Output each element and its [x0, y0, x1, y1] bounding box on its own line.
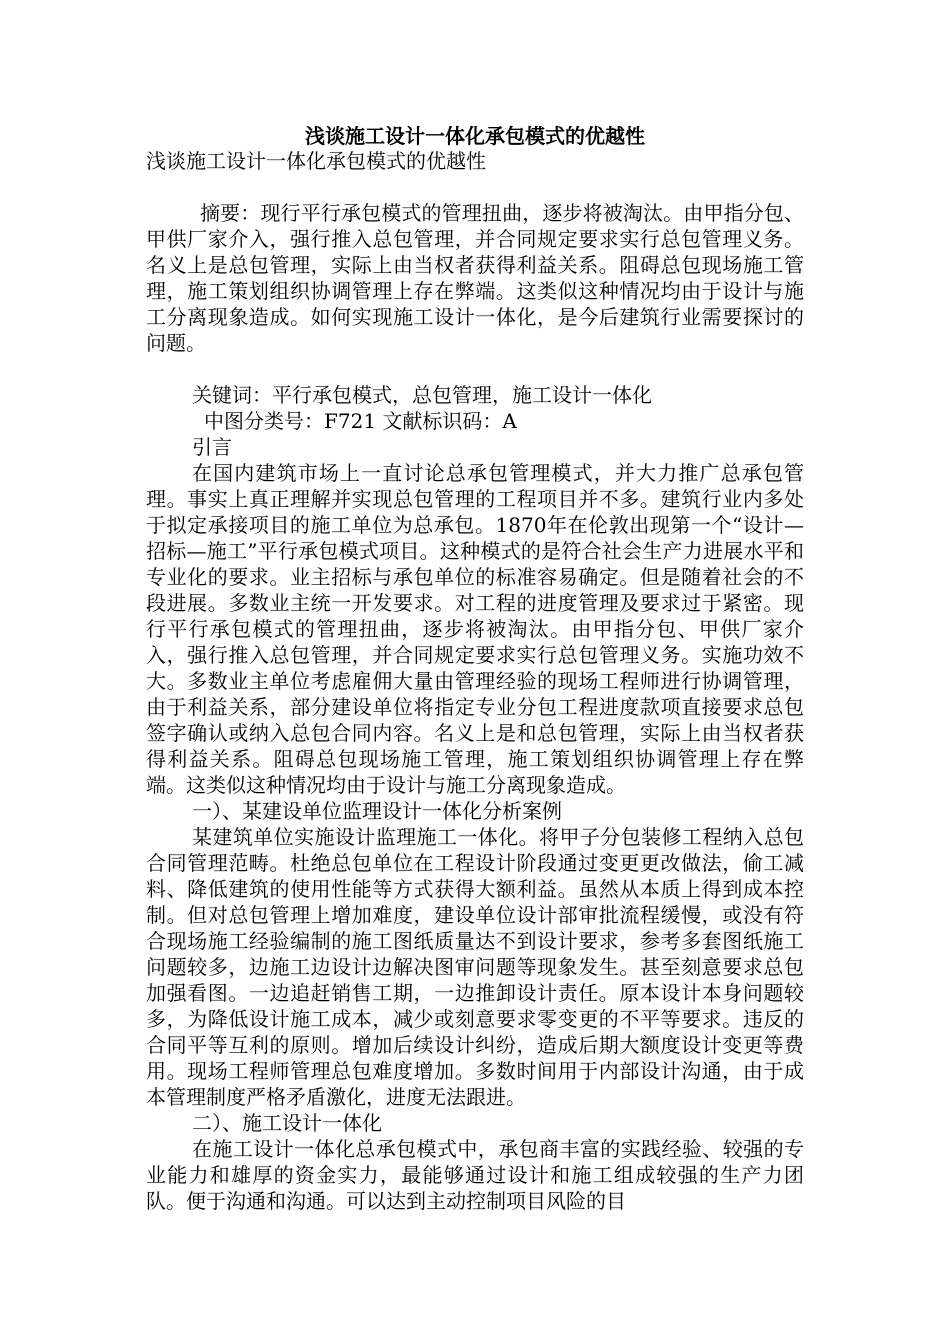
classification-line: 中图分类号：F721 文献标识码：A — [204, 409, 517, 433]
section1-heading: 一）、某建设单位监理设计一体化分析案例 — [192, 799, 562, 823]
section2-paragraph: 在施工设计一体化总承包模式中，承包商丰富的实践经验、较强的专业能力和雄厚的资金实力，最能够通过设计和施工组成较强的生产力团队。便于沟通和沟通。可以达到主动控制项目风险的目 — [146, 1137, 804, 1213]
intro-paragraph: 在国内建筑市场上一直讨论总承包管理模式，并大力推广总承包管理。事实上真正理解并实现总包管理的工程项目并不多。建筑行业内多处于拟定承接项目的施工单位为总承包。1870年在伦敦出现第一个“设计—招标—施工”平行承包模式项目。这种模式的是符合社会生产力进展水平和专业化的要求。业主招标与承包单位的标准容易确定。但是随着社会的不段进展。多数业主统一开发要求。对工程的进度管理及要求过于紧密。现行平行承包模式的管理扭曲，逐步将被淘汰。由甲指分包、甲供厂家介入，强行推入总包管理，并合同规定要求实行总包管理义务。实施功效不大。多数业主单位考虑雇佣大量由管理经验的现场工程师进行协调管理，由于利益关系，部分建设单位将指定专业分包工程进度款项直接要求总包签字确认或纳入总包合同内容。名义上是和总包管理，实际上由当权者获得利益关系。阻碍总包现场施工管理，施工策划组织协调管理上存在弊端。这类似这种情况均由于设计与施工分离现象造成。 — [146, 461, 804, 797]
section2-heading: 二）、施工设计一体化 — [192, 1111, 382, 1135]
intro-heading: 引言 — [192, 435, 232, 459]
abstract-paragraph: 摘要：现行平行承包模式的管理扭曲，逐步将被淘汰。由甲指分包、甲供厂家介入，强行推入总包管理，并合同规定要求实行总包管理义务。名义上是总包管理，实际上由当权者获得利益关系。阻碍总包现场施工管理，施工策划组织协调管理上存在弊端。这类似这种情况均由于设计与施工分离现象造成。如何实现施工设计一体化，是今后建筑行业需要探讨的问题。 — [146, 201, 804, 355]
document-title: 浅谈施工设计一体化承包模式的优越性 — [305, 124, 645, 148]
keywords-line: 关键词：平行承包模式，总包管理，施工设计一体化 — [192, 383, 652, 407]
section1-paragraph: 某建筑单位实施设计监理施工一体化。将甲子分包装修工程纳入总包合同管理范畴。杜绝总包单位在工程设计阶段通过变更更改做法，偷工减料、降低建筑的使用性能等方式获得大额利益。虽然从本质上得到成本控制。但对总包管理上增加难度，建设单位设计部审批流程缓慢，或没有符合现场施工经验编制的施工图纸质量达不到设计要求，参考多套图纸施工问题较多，边施工边设计边解决图审问题等现象发生。甚至刻意要求总包加强看图。一边追赶销售工期，一边推卸设计责任。原本设计本身问题较多，为降低设计施工成本，减少或刻意要求零变更的不平等要求。违反的合同平等互利的原则。增加后续设计纠纷，造成后期大额度设计变更等费用。现场工程师管理总包难度增加。多数时间用于内部设计沟通，由于成本管理制度严格矛盾激化，进度无法跟进。 — [146, 825, 804, 1109]
document-body — [146, 148, 804, 1214]
document-subtitle: 浅谈施工设计一体化承包模式的优越性 — [146, 149, 486, 173]
spacer — [146, 356, 804, 382]
spacer — [146, 174, 804, 200]
